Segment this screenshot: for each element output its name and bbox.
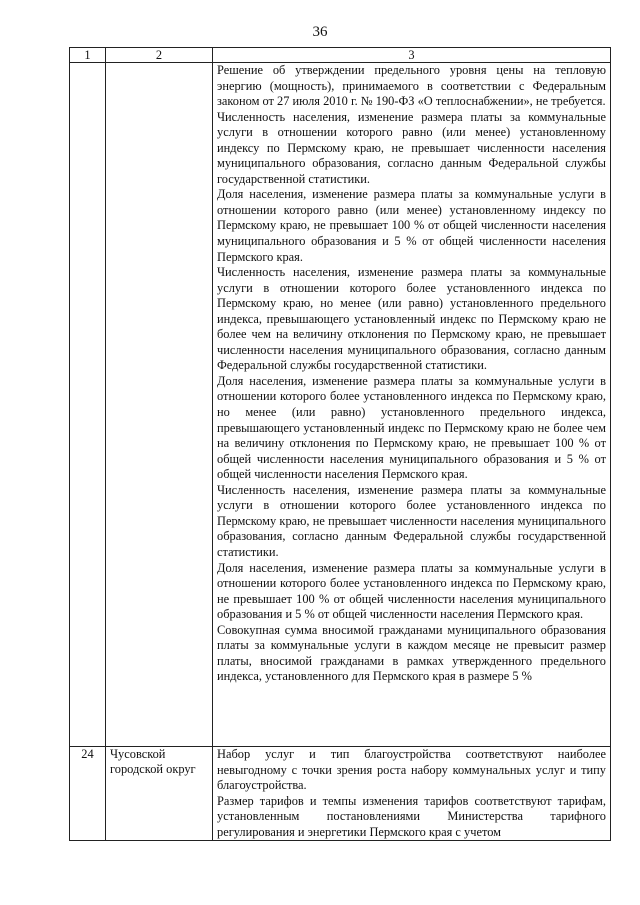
paragraph: Доля населения, изменение размера платы за коммунальные услуги в отношении которого более установленного индекса по Пермскому краю, но менее (или равно) установленного предельного индекса, превышающего установленный индекс по Пермскому краю не более чем на величину отклонения по Пермскому краю, не превышает 100 % от общей численности населения муниципального образования и 5 % от общей численности населения Пермского края. xyxy=(217,373,606,482)
row-number-cell xyxy=(70,63,106,747)
paragraph: Численность населения, изменение размера платы за коммунальные услуги в отношении которого более установленного индекса по Пермскому краю, не превышает численности населения муниципального образования, согласно данным Федеральной службы государственной статистики. xyxy=(217,482,606,559)
row-number-cell: 24 xyxy=(70,747,106,841)
table-row-24 xyxy=(70,747,611,841)
paragraph: Набор услуг и тип благоустройства соответствуют наиболее невыгодному с точки зрения роста набору коммунальных услуг и типу благоустройства. xyxy=(217,747,606,793)
conditions-cell xyxy=(213,63,611,747)
district-cell xyxy=(106,63,213,747)
column-header-1: 1 xyxy=(70,48,106,63)
column-header-3: 3 xyxy=(213,48,611,63)
column-header-2: 2 xyxy=(106,48,213,63)
paragraph: Доля населения, изменение размера платы за коммунальные услуги в отношении которого более установленного индекса по Пермскому краю, не превышает 100 % от общей численности населения муниципального образования и 5 % от общей численности населения Пермского края. xyxy=(217,560,606,622)
document-table xyxy=(69,47,611,841)
table-row-continued xyxy=(70,63,611,747)
paragraph: Численность населения, изменение размера платы за коммунальные услуги в отношении которого более установленного индекса по Пермскому краю, но менее (или равно) установленного предельного индекса, превышающего установленный индекс по Пермскому краю не более чем на величину отклонения по Пермскому краю, не превышает численности населения муниципального образования, согласно данным Федеральной службы государственной статистики. xyxy=(217,265,606,373)
paragraph: Решение об утверждении предельного уровня цены на тепловую энергию (мощность), принимаемого в соответствии с Федеральным законом от 27 июля 2010 г. № 190-ФЗ «О теплоснабжении», не требуется. xyxy=(217,63,606,109)
page-number: 36 xyxy=(312,24,328,40)
conditions-cell xyxy=(213,747,611,841)
paragraph: Доля населения, изменение размера платы за коммунальные услуги в отношении которого равно (или менее) установленному индексу по Пермскому краю, не превышает 100 % от общей численности населения муниципального образования и 5 % от общей численности населения Пермского края. xyxy=(217,187,606,264)
paragraph: Размер тарифов и темпы изменения тарифов соответствуют тарифам, установленным постановлениями Министерства тарифного регулирования и энергетики Пермского края с учетом xyxy=(217,793,606,839)
table-header-row xyxy=(70,48,611,63)
paragraph: Численность населения, изменение размера платы за коммунальные услуги в отношении которого равно (или менее) установленному индексу по Пермскому краю, не превышает численности населения муниципального образования, согласно данным Федеральной службы государственной статистики. xyxy=(217,109,606,186)
district-cell: Чусовской городской округ xyxy=(106,747,213,841)
paragraph: Совокупная сумма вносимой гражданами муниципального образования платы за коммунальные услуги в каждом месяце не превысит размер платы, вносимой гражданами в рамках утвержденного предельного индекса, установленного для Пермского края в размере 5 % xyxy=(217,622,606,684)
